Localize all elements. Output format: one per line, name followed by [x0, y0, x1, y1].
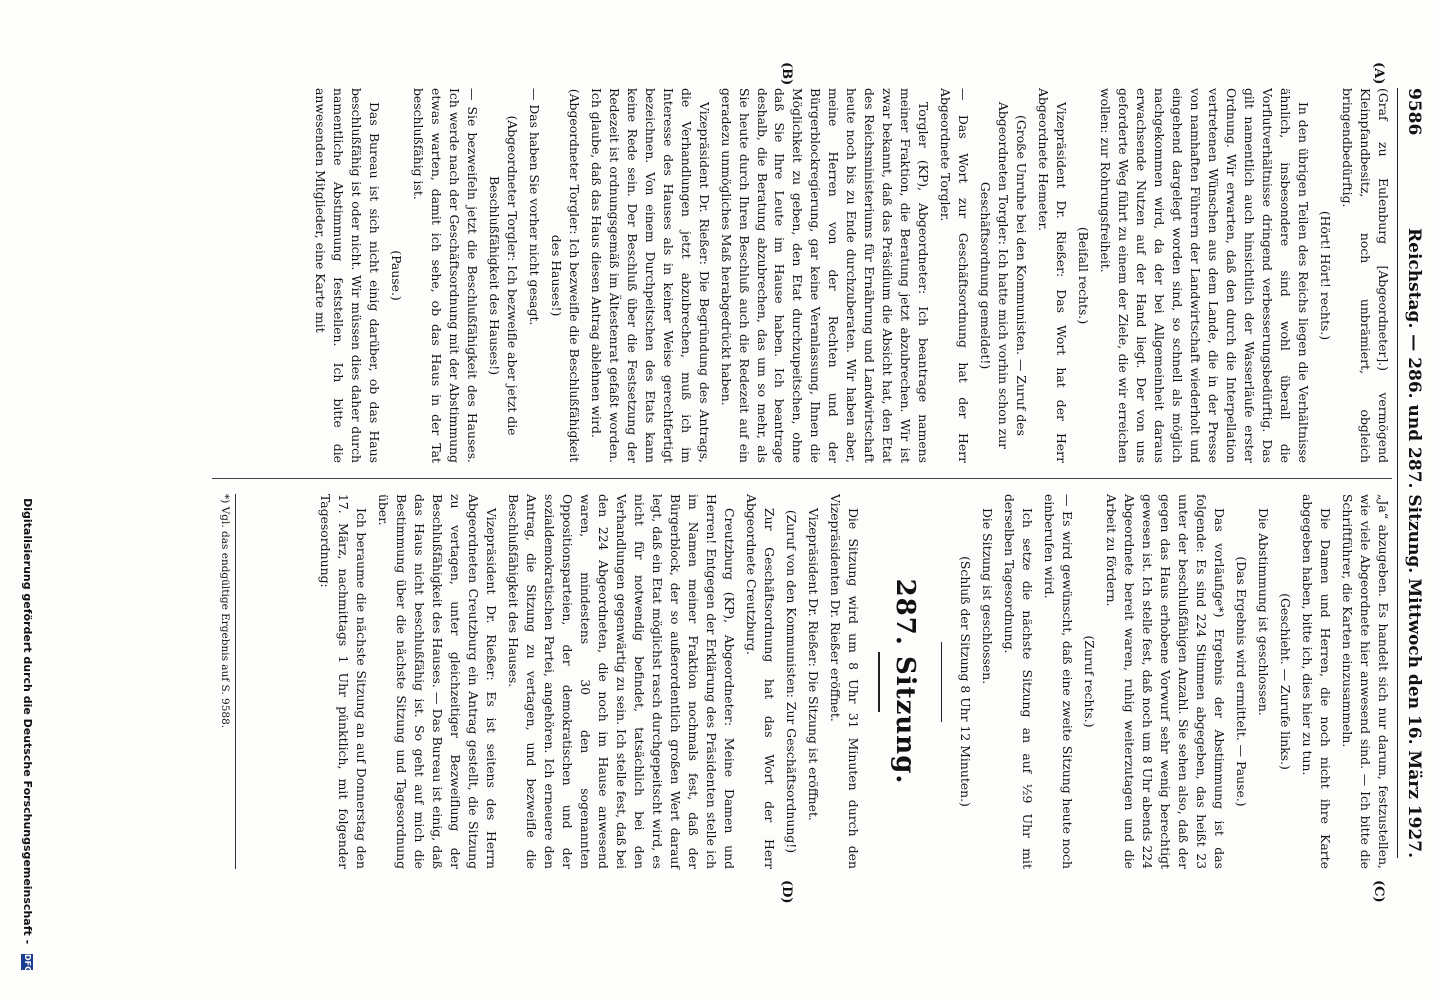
margin-mark-d: (D) — [779, 880, 794, 904]
session-heading: 287. Sitzung. — [890, 578, 921, 785]
paragraph: Ich setze die nächste Sitzung an auf ½9 Uhr mit derselben Tagesordnung. — [1002, 494, 1036, 869]
paragraph: Das vorläufige*) Ergebnis der Abstimmung ist das folgende: Es sind 224 Stimmen abgegeben, das heißt 23 unter der beschlußfähigen Anzahl. Sie sehen also, daß der gegen das Haus erhobene Vorwurf sehr wenig berechtigt gewesen ist. Ich stelle fest, daß noch um 8 Uhr abends 224 Abgeordnete bereit waren, ruhig weiterzutagen und die Arbeit zu fördern. — [1104, 494, 1228, 869]
credit-text: Digitalisierung gefördert durch die Deutsche Forschungsgemeinschaft - — [21, 498, 34, 945]
heading-rule — [878, 652, 880, 712]
paragraph: „Ja“ abzugeben. Es handelt sich nur darum, festzustellen, wie viele Abgeordnete hier anwesend sind. — Ich bitte die Schriftführer, die Karten einzusammeln. — [1340, 494, 1391, 869]
interjection: (Das Ergebnis wird ermittelt. — Pause.) — [1234, 556, 1250, 807]
interjection: (Abgeordneter Torgler: Ich bezweifle die Beschlußfähigkeit des Hauses!) — [548, 88, 582, 463]
paragraph: Ich beraume die nächste Sitzung an auf Donnerstag den 17. März, nachmittags 1 Uhr pünktlich, mit folgender Tagesordnung: — [318, 494, 370, 869]
paragraph: In den übrigen Teilen des Reichs liegen die Verhältnisse ähnlich, insbesondere sind wohl überall die Vorflutverhältnisse dringend verbesserungsbedürftig. Das gilt namentlich auch hinsichtlich der Wasserläufe erster Ordnung. Wir erwarten, daß den durch die Interpellation vertretenen Wünschen aus dem Lande, die in der Presse von namhaften Führern der Landwirtschaft wiederholt und eingehend dargelegt worden sind, so schnell als möglich nachgekommen wird, da der bei Allgemeinheit daraus erwachsende Nutzen auf der Hand liegt. Der von uns geforderte Weg führt zu einem der Ziele, die wir erreichen wollen: zur Rohrungsfreiheit. — [1098, 88, 1312, 463]
paragraph: Die Sitzung ist geschlossen. — [980, 508, 996, 685]
interjection: (Pause.) — [388, 250, 404, 301]
paragraph: — Das haben Sie vorher nicht gesagt. — [526, 88, 542, 326]
margin-mark-c: (C) — [1371, 880, 1386, 903]
interjection: (Zuruf von den Kommunisten: Zur Geschäftsordnung!) — [783, 509, 799, 854]
margin-mark-a: (A) — [1371, 62, 1386, 85]
dfg-logo-icon: DFG — [23, 954, 32, 973]
column-divider — [212, 478, 1392, 479]
digitization-credit — [16, 30, 34, 973]
page-number: 9586 — [1404, 88, 1424, 136]
paragraph: Die Damen und Herren, die noch nicht ihre Karte abgegeben haben, bitte ich, dies hier zu tun. — [1300, 494, 1334, 869]
paragraph: Die Abstimmung ist geschlossen. — [1256, 508, 1272, 716]
interjection: (Große Unruhe bei den Kommunisten. — Zuruf des Abgeordneten Torgler: Ich hatte mich vorhin schon zur Geschäftsordnung gemeldet!) — [978, 101, 1030, 450]
margin-mark-b: (B) — [779, 62, 794, 86]
interjection: (Hört! Hört! rechts.) — [1318, 210, 1334, 341]
page-header — [1397, 88, 1428, 858]
interjection: (Zuruf rechts.) — [1082, 635, 1098, 728]
speaker-paragraph: Vizepräsident Dr. Rießer: Die Sitzung ist eröffnet. — [805, 508, 821, 821]
session-date: Mittwoch den 16. März 1927. — [1404, 578, 1424, 858]
paragraph: (Graf zu Eulenburg [Abgeordneter].) vermögend Kleinpfandbesitz, noch unbrämiert, obgleich bringendbedürftig. — [1340, 88, 1391, 463]
paragraph: — Sie bezweifeln jetzt die Beschlußfähigkeit des Hauses. Ich werde nach der Geschäftsordnung mit der Abstimmung etwas warten, damit ich sehe, ob das Haus in der Tat beschlußfähig ist. — [410, 88, 480, 463]
left-column — [192, 88, 1392, 463]
speaker-paragraph: Creutzburg (KP), Abgeordneter: Meine Damen und Herren! Entgegen der Erklärung des Präsidenten stelle ich im Namen meiner Fraktion nochmals fest, daß der Bürgerblock, der so außerordentlich großen Wert darauf legt, daß ein Etat möglichst rasch durchgepeitscht wird, es nicht für notwendig befindet, tatsächlich bei den Verhandlungen gegenwärtig zu sein. Ich stelle fest, daß bei den 224 Abgeordneten, die noch im Hause anwesend waren, mindestens 30 den sogenannten Oppositionsparteien, der demokratischen und der sozialdemokratischen Partei, angehören. Ich erneuere den Antrag, die Sitzung zu vertagen, und bezweifle die Beschlußfähigkeit des Hauses. — [505, 494, 737, 869]
right-column — [192, 494, 1392, 869]
interjection: (Abgeordneter Torgler: Ich bezweifle aber jetzt die Beschlußfähigkeit des Hauses!) — [486, 115, 520, 436]
section-rule — [941, 642, 942, 722]
paragraph: Das Bureau ist sich nicht einig darüber, ob das Haus beschlußfähig ist oder nicht. Wir müssen dies daher durch namentliche Abstimmung feststellen. Ich bitte die anwesenden Mitglieder, eine Karte mit — [312, 88, 382, 463]
interjection: (Schluß der Sitzung 8 Uhr 12 Minuten.) — [958, 556, 974, 807]
paragraph: Die Sitzung wird um 8 Uhr 31 Minuten durch den Vizepräsidenten Dr. Rießer eröffnet. — [827, 494, 861, 869]
speaker-paragraph: Vizepräsident Dr. Rießer: Das Wort hat der Herr Abgeordnete Hemeter. — [1036, 88, 1070, 463]
paragraph: — Das Wort zur Geschäftsordnung hat der Herr Abgeordnete Torgler. — [938, 88, 972, 463]
speaker-paragraph: Torgler (KP), Abgeordneter: Ich beantrage namens meiner Fraktion, die Beratung jetzt abzubrechen. Wir ist zwar bekannt, daß das Präsidium die Absicht hat, den Etat des Reichsministeriums für Ernährung und Landwirtschaft heute noch bis zu Ende durchzuberaten. Wir haben aber, meine Herren von der Rechten und der Bürgerblockregierung, gar keine Veranlassung, Ihnen die Möglichkeit zu geben, den Etat durchzupeitschen, ohne daß Sie Ihre Leute im Hause haben. Ich beantrage deshalb, die Beratung abzubrechen, das um so mehr, als Sie heute durch Ihren Beschluß auch die Redezeit auf ein geradezu unmögliches Maß herabgedrückt haben. — [718, 88, 932, 463]
session-title: Reichstag. — 286. und 287. Sitzung. — [1404, 228, 1424, 574]
speaker-paragraph: Vizepräsident Dr. Rießer: Die Begründung des Antrags, die Verhandlungen jetzt abzubrechen, muß ich im Interesse des Hauses als in keiner Weise gerechtfertigt bezeichnen. Von einem Durchpeitschen des Etats kann keine Rede sein. Der Beschluß über die Festsetzung der Redezeit ist ordnungsgemäß im Ältestenrat gefaßt worden. Ich glaube, daß das Haus diesen Antrag ablehnen wird. — [588, 88, 712, 463]
interjection: (Beifall rechts.) — [1076, 226, 1092, 325]
interjection: (Geschieht. — Zurufe links.) — [1278, 593, 1294, 770]
paragraph: Zur Geschäftsordnung hat das Wort der Herr Abgeordnete Creutzburg. — [743, 494, 777, 869]
speaker-paragraph: Vizepräsident Dr. Rießer: Es ist seitens des Herrn Abgeordneten Creutzburg ein Antrag gestellt, die Sitzung zu vertagen, unter gleichzeitiger Bezweiflung der Beschlußfähigkeit des Hauses. — Das Bureau ist einig, daß das Haus nicht beschlußfähig ist. So geht auf mich die Bestimmung über die nächste Sitzung und Tagesordnung über. — [376, 494, 499, 869]
paragraph: — Es wird gewünscht, daß eine zweite Sitzung heute noch einberufen wird. — [1042, 494, 1076, 869]
footnote: *) Vgl. das endgültige Ergebnis auf S. 9588. — [219, 494, 236, 869]
